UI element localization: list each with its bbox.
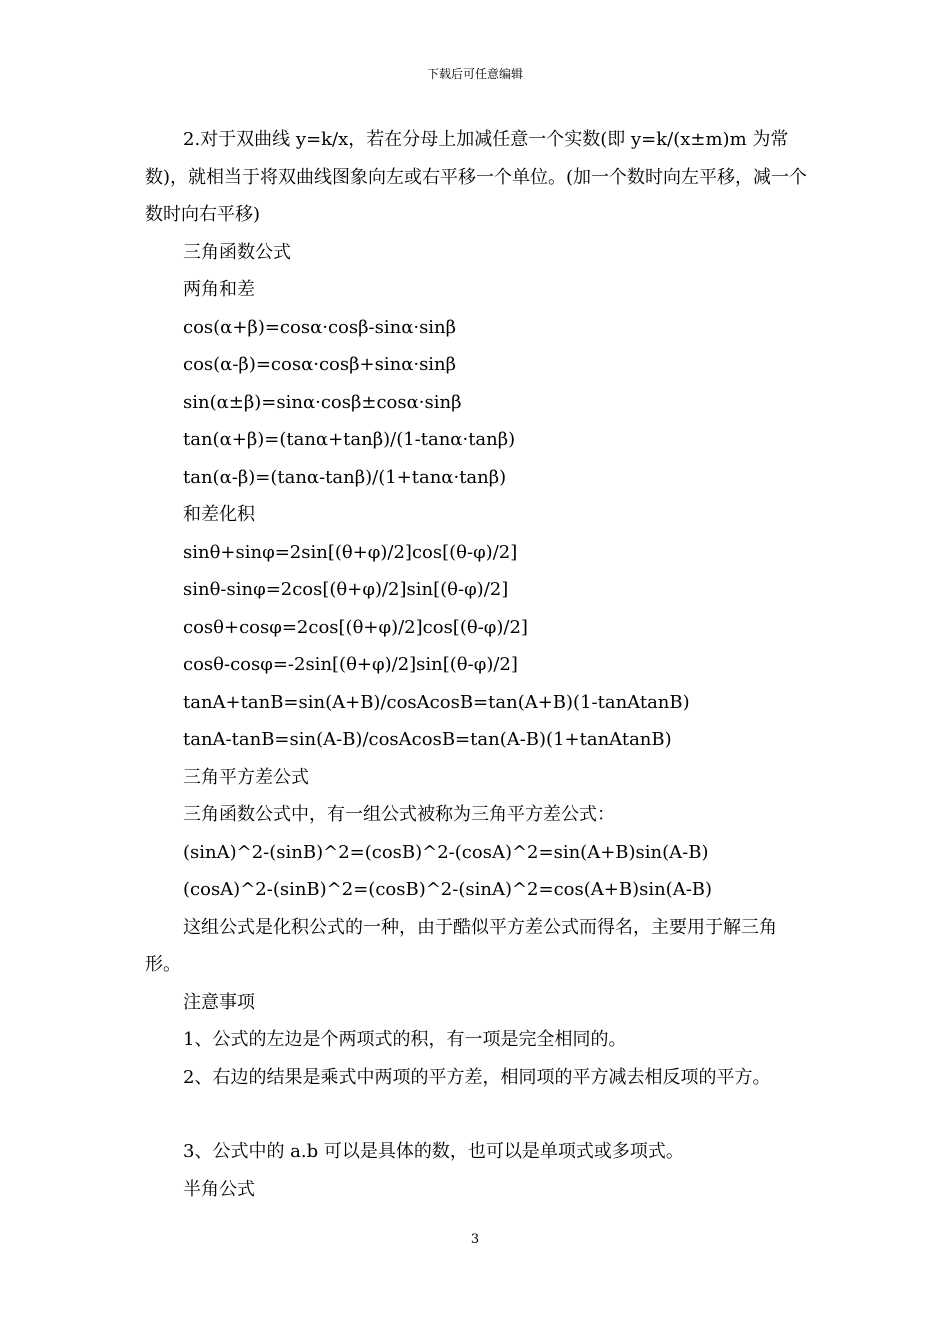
note-item-2: 2、右边的结果是乘式中两项的平方差，相同项的平方减去相反项的平方。 xyxy=(183,1066,771,1088)
heading-trig-square-difference: 三角平方差公式 xyxy=(183,766,309,788)
formula-square-difference-1: (sinA)^2-(sinB)^2=(cosB)^2-(cosA)^2=sin(A+B)sin(A-B) xyxy=(183,841,709,863)
formula-sin-sum-difference: sin(α±β)=sinα·cosβ±cosα·sinβ xyxy=(183,391,462,413)
paragraph-hyperbola-shift: 2.对于双曲线 y=k/x，若在分母上加减任意一个实数(即 y=k/(x±m)m 为常数)，就相当于将双曲线图象向左或右平移一个单位。(加一个数时向左平移，减一个数时向右平移) xyxy=(145,129,808,225)
formula-tan-minus-tan: tanA-tanB=sin(A-B)/cosAcosB=tan(A-B)(1+tanAtanB) xyxy=(183,729,672,750)
heading-sum-difference: 两角和差 xyxy=(183,279,255,300)
formula-tan-difference: tan(α-β)=(tanα-tanβ)/(1+tanα·tanβ) xyxy=(183,466,507,488)
formula-cos-minus-cos: cosθ-cosφ=-2sin[(θ+φ)/2]sin[(θ-φ)/2] xyxy=(183,654,518,675)
blank-line xyxy=(145,1096,810,1133)
formula-tan-plus-tan: tanA+tanB=sin(A+B)/cosAcosB=tan(A+B)(1-tanAtanB) xyxy=(183,691,690,713)
formula-cos-plus-cos: cosθ+cosφ=2cos[(θ+φ)/2]cos[(θ-φ)/2] xyxy=(183,616,528,638)
heading-sum-to-product: 和差化积 xyxy=(183,504,255,525)
formula-cos-difference: cos(α-β)=cosα·cosβ+sinα·sinβ xyxy=(183,354,457,375)
text-square-difference-intro: 三角函数公式中，有一组公式被称为三角平方差公式： xyxy=(183,804,615,825)
note-item-1: 1、公式的左边是个两项式的积，有一项是完全相同的。 xyxy=(183,1029,627,1050)
formula-sin-plus-sin: sinθ+sinφ=2sin[(θ+φ)/2]cos[(θ-φ)/2] xyxy=(183,541,518,563)
heading-half-angle: 半角公式 xyxy=(183,1178,255,1200)
note-item-3: 3、公式中的 a.b 可以是具体的数，也可以是单项式或多项式。 xyxy=(183,1141,684,1162)
heading-notes: 注意事项 xyxy=(183,991,255,1013)
page-number: 3 xyxy=(470,1232,480,1247)
page-header: 下载后可任意编辑 xyxy=(426,67,523,81)
formula-square-difference-2: (cosA)^2-(sinB)^2=(cosB)^2-(sinA)^2=cos(A+B)sin(A-B) xyxy=(183,879,713,900)
formula-tan-sum: tan(α+β)=(tanα+tanβ)/(1-tanα·tanβ) xyxy=(183,429,516,450)
heading-trig-formulas: 三角函数公式 xyxy=(183,241,291,263)
formula-sin-minus-sin: sinθ-sinφ=2cos[(θ+φ)/2]sin[(θ-φ)/2] xyxy=(183,579,509,600)
document-body xyxy=(145,121,810,1208)
formula-cos-sum: cos(α+β)=cosα·cosβ-sinα·sinβ xyxy=(183,316,457,338)
paragraph-square-difference-note: 这组公式是化积公式的一种，由于酷似平方差公式而得名，主要用于解三角形。 xyxy=(145,916,777,975)
